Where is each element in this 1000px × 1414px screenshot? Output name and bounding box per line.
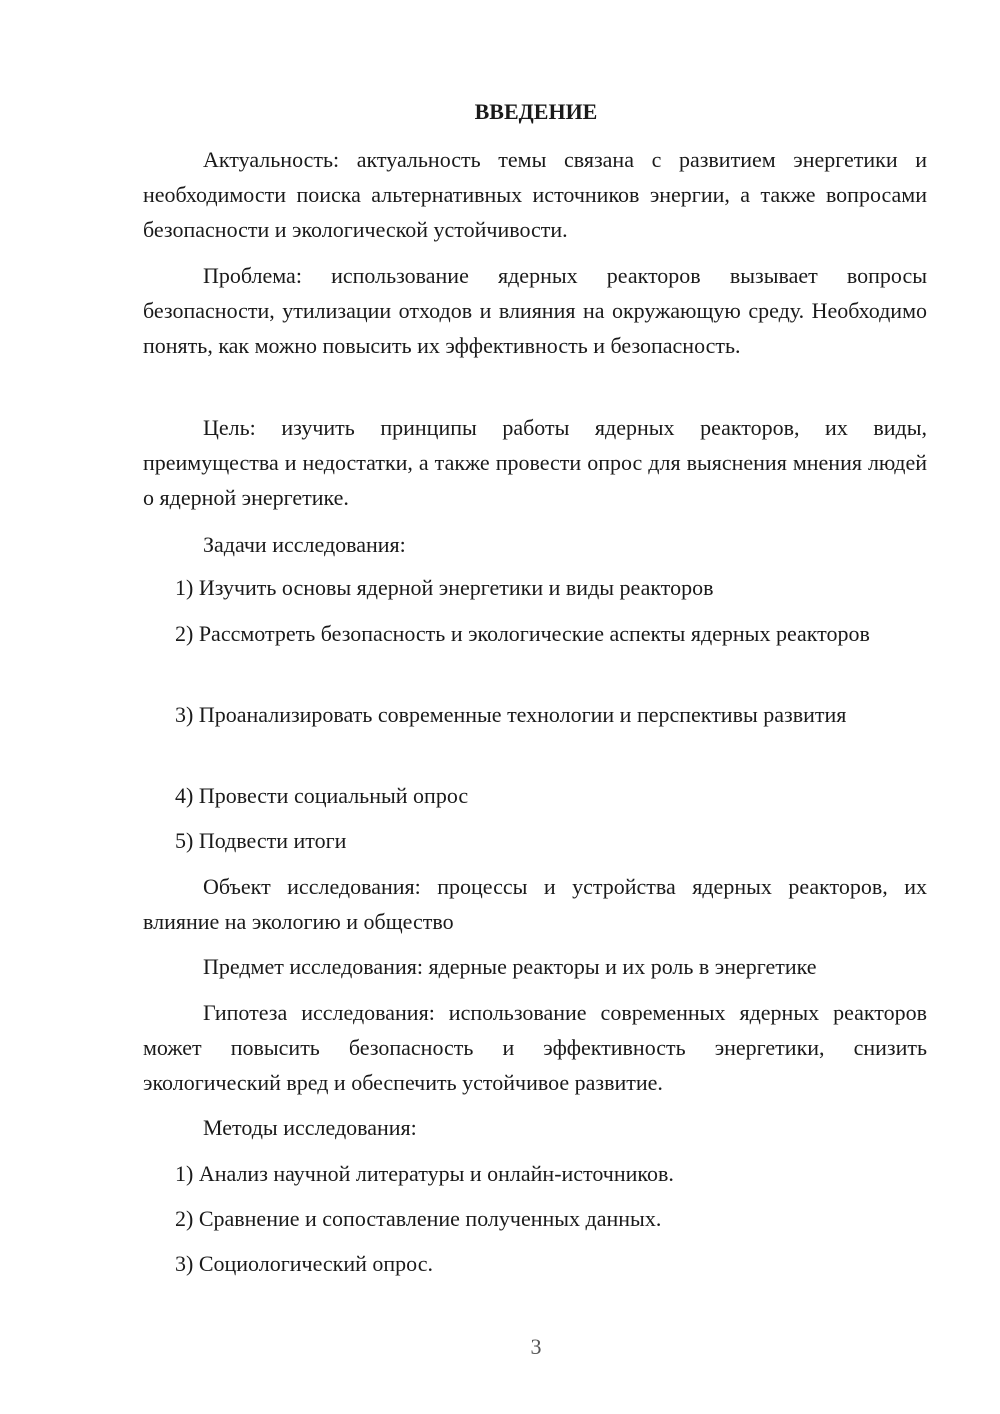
page-title: ВВЕДЕНИЕ <box>474 99 598 124</box>
relevance-paragraph: Актуальность: актуальность темы связана с развитием энергетики и необходимости поиска альтернативных источников энергии, а также вопросами безопасности и экологической устойчивости. <box>143 147 927 242</box>
problem-paragraph: Проблема: использование ядерных реакторов вызывает вопросы безопасности, утилизации отходов и влияния на окружающую среду. Необходимо понять, как можно повысить их эффективность и безопасность. <box>143 263 927 358</box>
goal-paragraph: Цель: изучить принципы работы ядерных реакторов, их виды, преимущества и недостатки, а также провести опрос для выяснения мнения людей о ядерной энергетике. <box>143 415 927 510</box>
method-item: 1) Анализ научной литературы и онлайн-источников. <box>175 1161 674 1186</box>
hypothesis-paragraph: Гипотеза исследования: использование современных ядерных реакторов может повысить безопасность и эффективность энергетики, снизить экологический вред и обеспечить устойчивое развитие. <box>143 1000 927 1095</box>
subject-paragraph: Предмет исследования: ядерные реакторы и их роль в энергетике <box>203 954 817 979</box>
task-item: 2) Рассмотреть безопасность и экологические аспекты ядерных реакторов <box>175 621 870 646</box>
method-item: 2) Сравнение и сопоставление полученных данных. <box>175 1206 662 1231</box>
object-paragraph: Объект исследования: процессы и устройства ядерных реакторов, их влияние на экологию и общество <box>143 874 927 934</box>
task-item: 1) Изучить основы ядерной энергетики и виды реакторов <box>175 575 714 600</box>
methods-heading: Методы исследования: <box>203 1115 417 1140</box>
tasks-heading: Задачи исследования: <box>203 532 406 557</box>
method-item: 3) Социологический опрос. <box>175 1251 433 1276</box>
task-item: 4) Провести социальный опрос <box>175 783 469 808</box>
task-item: 5) Подвести итоги <box>175 828 347 853</box>
task-item: 3) Проанализировать современные технологии и перспективы развития <box>175 702 847 727</box>
page-number: 3 <box>530 1334 542 1359</box>
